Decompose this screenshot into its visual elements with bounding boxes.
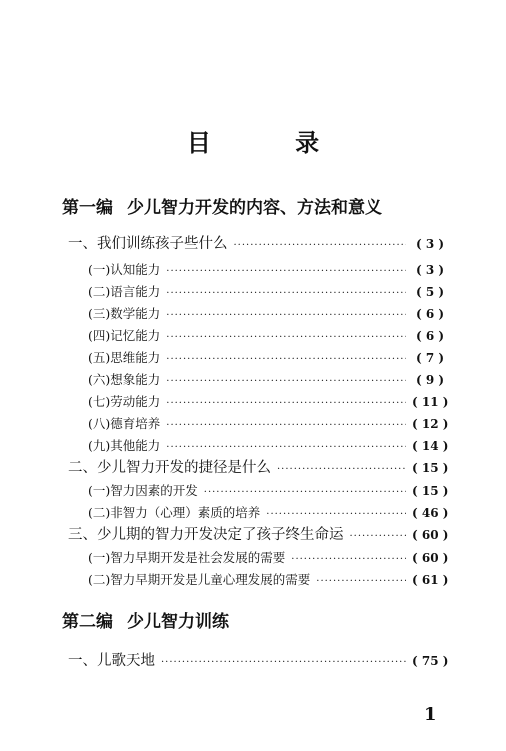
toc-entry-text: (一)认知能力 bbox=[88, 262, 161, 277]
page-number: 1 bbox=[424, 704, 437, 725]
leader-dots bbox=[291, 551, 406, 569]
leader-dots bbox=[166, 417, 406, 435]
toc-entry-text: (九)其他能力 bbox=[88, 438, 161, 453]
leader-dots bbox=[350, 528, 407, 546]
leader-dots bbox=[316, 573, 406, 591]
toc-entry-text: (四)记忆能力 bbox=[88, 328, 161, 343]
toc-entry-page: ( 61 ) bbox=[412, 573, 449, 587]
toc-entry-page: ( 12 ) bbox=[412, 417, 449, 431]
toc-entry-text: (三)数学能力 bbox=[88, 306, 161, 321]
toc-entry bbox=[88, 571, 448, 591]
toc-entry-page: ( 7 ) bbox=[415, 351, 445, 365]
toc-entry bbox=[68, 652, 448, 672]
leader-dots bbox=[166, 285, 406, 303]
toc-entry bbox=[88, 415, 448, 435]
toc-entry bbox=[88, 371, 448, 391]
toc-entry bbox=[88, 261, 448, 281]
toc-entry-page: ( 15 ) bbox=[412, 461, 449, 475]
toc-entry-text: (六)想象能力 bbox=[88, 372, 161, 387]
toc-entry bbox=[88, 393, 448, 413]
page-title: 目 录 bbox=[186, 128, 358, 157]
toc-entry bbox=[88, 437, 448, 457]
part-two-heading bbox=[62, 611, 229, 633]
leader-dots bbox=[161, 654, 406, 672]
part-two-title: 少儿智力训练 bbox=[127, 612, 229, 632]
toc-entry-text: (七)劳动能力 bbox=[88, 394, 161, 409]
leader-dots bbox=[166, 395, 406, 413]
toc-entry bbox=[88, 504, 448, 524]
toc-entry bbox=[68, 526, 448, 546]
toc-entry-text: (一)智力因素的开发 bbox=[88, 483, 198, 498]
leader-dots bbox=[166, 329, 406, 347]
leader-dots bbox=[166, 439, 406, 457]
leader-dots bbox=[166, 373, 406, 391]
leader-dots bbox=[166, 263, 406, 281]
toc-entry bbox=[88, 549, 448, 569]
toc-entry-text: (八)德育培养 bbox=[88, 416, 161, 431]
toc-entry-text: (二)智力早期开发是儿童心理发展的需要 bbox=[88, 572, 311, 587]
leader-dots bbox=[266, 506, 406, 524]
toc-entry-text: 二、少儿智力开发的捷径是什么 bbox=[68, 460, 271, 476]
toc-entry-page: ( 75 ) bbox=[412, 654, 449, 668]
toc-entry bbox=[68, 459, 448, 479]
toc-entry bbox=[88, 283, 448, 303]
toc-entry-page: ( 46 ) bbox=[412, 506, 449, 520]
part-one-heading bbox=[62, 197, 382, 219]
toc-entry-page: ( 15 ) bbox=[412, 484, 449, 498]
toc-entry-text: (二)非智力（心理）素质的培养 bbox=[88, 505, 261, 520]
toc-entry-page: ( 6 ) bbox=[415, 329, 445, 343]
toc-entry bbox=[88, 327, 448, 347]
toc-entry-page: ( 6 ) bbox=[415, 307, 445, 321]
toc-entry bbox=[68, 235, 448, 255]
toc-entry-text: (二)语言能力 bbox=[88, 284, 161, 299]
toc-entry-page: ( 3 ) bbox=[415, 237, 445, 251]
toc-entry-page: ( 60 ) bbox=[412, 551, 449, 565]
toc-entry-page: ( 3 ) bbox=[415, 263, 445, 277]
toc-entry-text: (一)智力早期开发是社会发展的需要 bbox=[88, 550, 286, 565]
leader-dots bbox=[277, 461, 406, 479]
part-one-title: 少儿智力开发的内容、方法和意义 bbox=[127, 198, 382, 218]
toc-entry-text: 一、儿歌天地 bbox=[68, 653, 155, 669]
toc-entry bbox=[88, 349, 448, 369]
leader-dots bbox=[234, 237, 407, 255]
part-one-label: 第一编 bbox=[62, 198, 113, 218]
toc-entry-page: ( 9 ) bbox=[415, 373, 445, 387]
toc-entry-text: 三、少儿期的智力开发决定了孩子终生命运 bbox=[68, 527, 344, 543]
toc-entry-page: ( 11 ) bbox=[412, 395, 449, 409]
toc-entry-text: (五)思维能力 bbox=[88, 350, 161, 365]
leader-dots bbox=[204, 484, 406, 502]
toc-entry-page: ( 14 ) bbox=[412, 439, 449, 453]
toc-entry-page: ( 60 ) bbox=[412, 528, 449, 542]
leader-dots bbox=[166, 307, 406, 325]
toc-entry-page: ( 5 ) bbox=[415, 285, 445, 299]
part-two-label: 第二编 bbox=[62, 612, 113, 632]
toc-entry-text: 一、我们训练孩子些什么 bbox=[68, 236, 228, 252]
toc-entry bbox=[88, 305, 448, 325]
toc-entry bbox=[88, 482, 448, 502]
leader-dots bbox=[166, 351, 406, 369]
